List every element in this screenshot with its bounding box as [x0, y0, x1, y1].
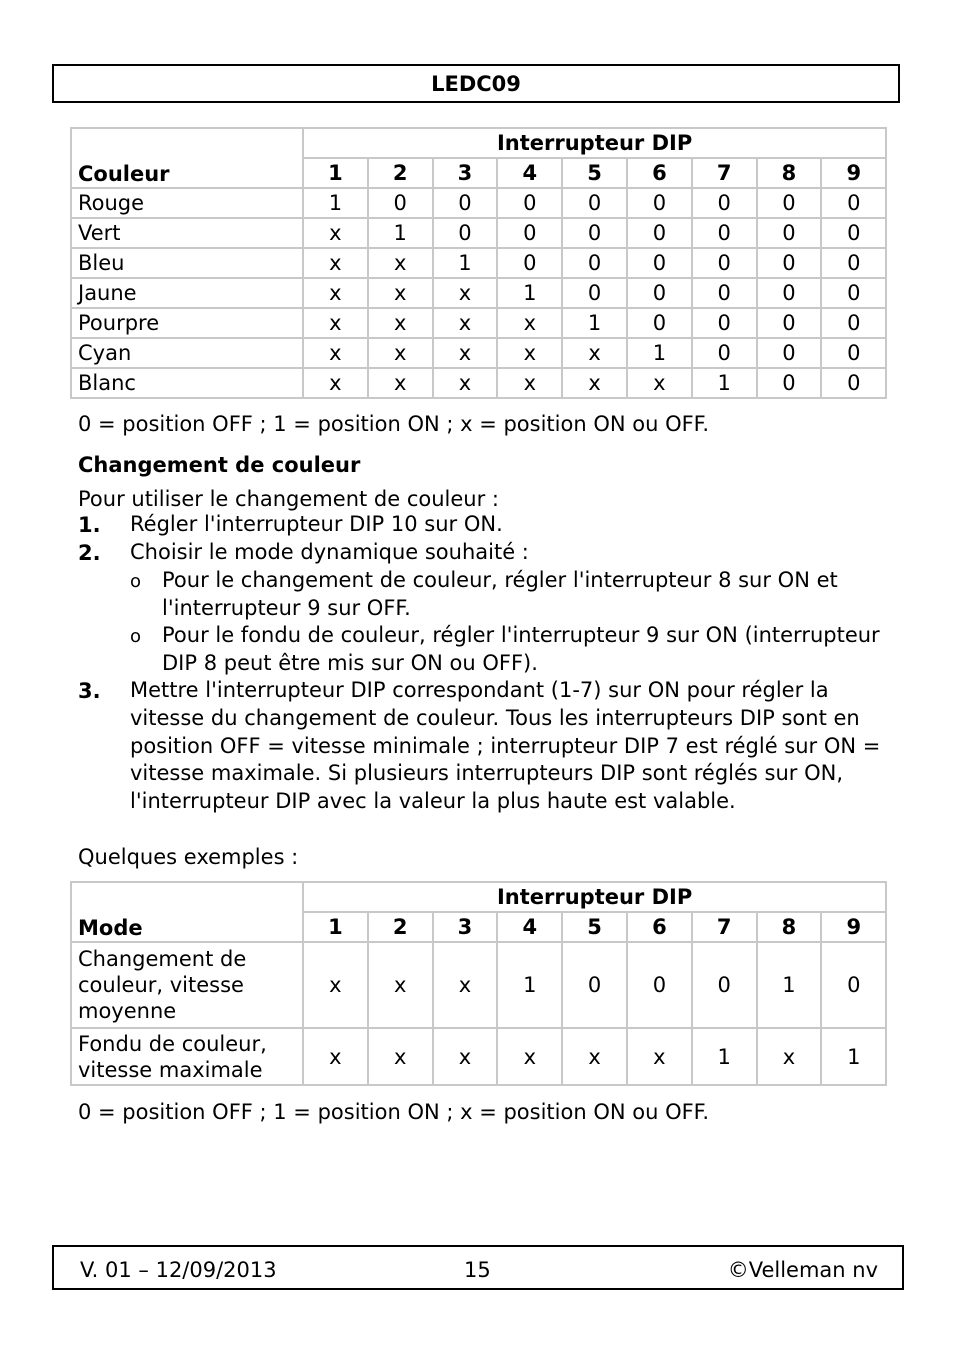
table-row	[71, 338, 886, 368]
column-header: 9	[821, 158, 886, 188]
table-cell: 0	[821, 308, 886, 338]
table-cell: x	[433, 308, 498, 338]
table-cell: x	[368, 248, 433, 278]
row-label: Cyan	[71, 338, 303, 368]
column-header: 5	[562, 158, 627, 188]
row-label: Rouge	[71, 188, 303, 218]
table-cell: x	[303, 278, 368, 308]
table-row	[71, 1028, 886, 1085]
table-cell: 0	[562, 218, 627, 248]
table-cell: x	[433, 338, 498, 368]
table1-legend: 0 = position OFF ; 1 = position ON ; x = position ON ou OFF.	[78, 412, 710, 436]
table-cell: 0	[757, 278, 822, 308]
step-number: 1.	[78, 513, 101, 537]
table-cell: 0	[627, 188, 692, 218]
column-header: 2	[368, 158, 433, 188]
document-title: LEDC09	[431, 71, 521, 96]
table-cell: 0	[433, 188, 498, 218]
row-label: Bleu	[71, 248, 303, 278]
table-cell: 1	[627, 338, 692, 368]
page-footer	[52, 1245, 904, 1290]
table-cell: 0	[821, 188, 886, 218]
table-cell: x	[627, 1028, 692, 1085]
table-cell: 0	[757, 338, 822, 368]
table-cell: x	[368, 368, 433, 398]
table-row	[71, 278, 886, 308]
table-header-row	[71, 882, 886, 912]
column-header: 4	[497, 912, 562, 942]
table-cell: 0	[821, 338, 886, 368]
table-header-row	[71, 128, 886, 158]
table-cell: x	[562, 1028, 627, 1085]
table-cell: 0	[627, 308, 692, 338]
table-cell: 0	[497, 188, 562, 218]
table-cell: 0	[692, 248, 757, 278]
table-cell: x	[368, 278, 433, 308]
table-cell: x	[303, 248, 368, 278]
table-cell: x	[433, 368, 498, 398]
table-cell: 0	[757, 308, 822, 338]
table-cell: 0	[821, 278, 886, 308]
bullet-text: Pour le fondu de couleur, régler l'interrupteur 9 sur ON (interrupteur DIP 8 peut être mis sur ON ou OFF).	[162, 623, 880, 675]
mode-dip-table	[70, 881, 887, 1086]
table-cell: x	[303, 218, 368, 248]
table-cell: 0	[757, 368, 822, 398]
color-dip-table	[70, 127, 887, 399]
step-text: Mettre l'interrupteur DIP correspondant (1-7) sur ON pour régler la vitesse du changement de couleur. Tous les interrupteurs DIP sont en position OFF = vitesse minimale ; interrupteur DIP 7 est réglé sur ON = vitesse maximale. Si plusieurs interrupteurs DIP sont réglés sur ON, l'interrupteur DIP avec la valeur la plus haute est valable.	[130, 678, 881, 814]
table-cell: 0	[562, 188, 627, 218]
table-cell: 1	[497, 278, 562, 308]
table-row	[71, 368, 886, 398]
table-cell: x	[497, 338, 562, 368]
column-header: 1	[303, 158, 368, 188]
table-cell: x	[497, 1028, 562, 1085]
table-cell: x	[562, 368, 627, 398]
table-cell: 0	[692, 188, 757, 218]
table-cell: x	[627, 368, 692, 398]
bullet-marker: o	[130, 571, 142, 592]
table-cell: x	[562, 338, 627, 368]
table-cell: 0	[757, 248, 822, 278]
footer-copyright: ©Velleman nv	[727, 1258, 878, 1282]
step-number: 3.	[78, 679, 101, 703]
bullet-marker: o	[130, 626, 142, 647]
table-cell: 1	[303, 188, 368, 218]
table-cell: 0	[821, 218, 886, 248]
table-cell: 0	[433, 218, 498, 248]
table-cell: 0	[821, 368, 886, 398]
table-cell: 0	[497, 248, 562, 278]
table-cell: 1	[562, 308, 627, 338]
column-header: 6	[627, 912, 692, 942]
footer-page-number: 15	[464, 1258, 491, 1282]
table-cell: 0	[821, 248, 886, 278]
table-row	[71, 942, 886, 1028]
column-header: 8	[757, 912, 822, 942]
column-header: 7	[692, 158, 757, 188]
table-cell: 0	[757, 188, 822, 218]
table-cell: 0	[627, 942, 692, 1028]
table-cell: 1	[433, 248, 498, 278]
table-cell: 0	[627, 278, 692, 308]
table-cell: 0	[692, 218, 757, 248]
table-cell: x	[368, 308, 433, 338]
table-cell: x	[368, 1028, 433, 1085]
table-cell: 0	[368, 188, 433, 218]
column-header-mode: Mode	[71, 882, 303, 942]
table-cell: x	[368, 338, 433, 368]
row-label: Blanc	[71, 368, 303, 398]
table-row	[71, 188, 886, 218]
column-header: 6	[627, 158, 692, 188]
table-cell: x	[497, 368, 562, 398]
table-cell: 1	[497, 942, 562, 1028]
column-header: 3	[433, 158, 498, 188]
table-row	[71, 248, 886, 278]
row-label: Changement de couleur, vitesse moyenne	[71, 942, 303, 1028]
table-cell: 0	[757, 218, 822, 248]
table-cell: 0	[692, 308, 757, 338]
table-cell: x	[433, 942, 498, 1028]
column-header: 2	[368, 912, 433, 942]
table-cell: 1	[692, 1028, 757, 1085]
row-label: Pourpre	[71, 308, 303, 338]
table-cell: 0	[562, 248, 627, 278]
step-text: Choisir le mode dynamique souhaité :	[130, 540, 529, 564]
table-cell: x	[368, 942, 433, 1028]
table-row	[71, 218, 886, 248]
table-cell: 0	[692, 338, 757, 368]
column-header: 9	[821, 912, 886, 942]
column-header-couleur: Couleur	[71, 128, 303, 188]
row-label: Vert	[71, 218, 303, 248]
footer-version: V. 01 – 12/09/2013	[80, 1258, 277, 1282]
table-cell: x	[433, 1028, 498, 1085]
column-header: 8	[757, 158, 822, 188]
table-cell: 0	[497, 218, 562, 248]
table-cell: 0	[562, 942, 627, 1028]
section-intro: Pour utiliser le changement de couleur :	[78, 487, 499, 511]
table-cell: x	[303, 308, 368, 338]
column-header: 7	[692, 912, 757, 942]
table-cell: 0	[692, 278, 757, 308]
table-cell: x	[497, 308, 562, 338]
table-cell: x	[303, 338, 368, 368]
table-row	[71, 308, 886, 338]
table-cell: x	[303, 942, 368, 1028]
row-label: Jaune	[71, 278, 303, 308]
table-cell: 0	[627, 218, 692, 248]
table-cell: 1	[368, 218, 433, 248]
step-text: Régler l'interrupteur DIP 10 sur ON.	[130, 512, 503, 536]
table2-legend: 0 = position OFF ; 1 = position ON ; x = position ON ou OFF.	[78, 1100, 710, 1124]
bullet-text: Pour le changement de couleur, régler l'interrupteur 8 sur ON et l'interrupteur 9 sur OFF.	[162, 568, 838, 620]
table-cell: 1	[692, 368, 757, 398]
table-cell: x	[757, 1028, 822, 1085]
table-cell: 0	[562, 278, 627, 308]
table-cell: 0	[627, 248, 692, 278]
column-header: 1	[303, 912, 368, 942]
examples-label: Quelques exemples :	[78, 845, 299, 869]
table-cell: x	[433, 278, 498, 308]
column-header: 5	[562, 912, 627, 942]
group-header-dip: Interrupteur DIP	[303, 128, 886, 158]
column-header: 3	[433, 912, 498, 942]
page-header	[52, 64, 900, 103]
table-cell: 0	[821, 942, 886, 1028]
table-cell: x	[303, 368, 368, 398]
table-cell: 1	[757, 942, 822, 1028]
table-cell: 0	[692, 942, 757, 1028]
group-header-dip: Interrupteur DIP	[303, 882, 886, 912]
row-label: Fondu de couleur, vitesse maximale	[71, 1028, 303, 1085]
table-cell: 1	[821, 1028, 886, 1085]
table-cell: x	[303, 1028, 368, 1085]
column-header: 4	[497, 158, 562, 188]
step-number: 2.	[78, 541, 101, 565]
section-title: Changement de couleur	[78, 453, 361, 477]
